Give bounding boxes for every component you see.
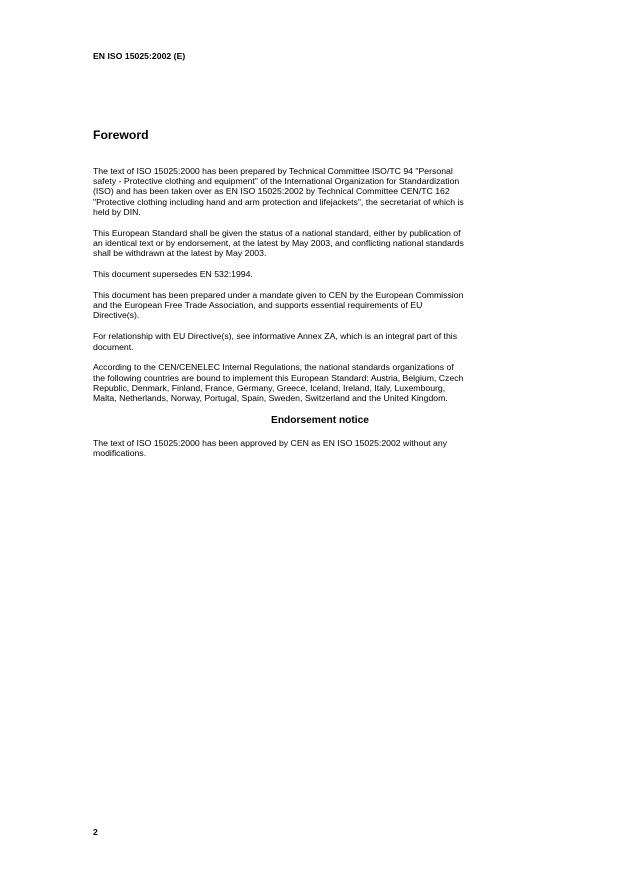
page-number: 2 — [93, 827, 98, 837]
foreword-paragraph-3: This document supersedes EN 532:1994. — [93, 269, 253, 280]
foreword-body — [93, 166, 541, 469]
foreword-paragraph-6: According to the CEN/CENELEC Internal Regulations, the national standards organizations of the following countries are bound to implement this European Standard: Austria, Belgium, Czech Republic, Denmark, Finland, France, Germany, Greece, Iceland, Ireland, Italy, Luxembourg, Malta, Netherlands, Norway, Portugal, Spain, Sweden, Switzerland and the United Kingdom. — [93, 362, 464, 404]
foreword-paragraph-5: For relationship with EU Directive(s), see informative Annex ZA, which is an integral part of this document. — [93, 331, 458, 352]
endorsement-heading: Endorsement notice — [271, 414, 369, 426]
document-header: EN ISO 15025:2002 (E) — [93, 51, 186, 61]
foreword-heading: Foreword — [93, 128, 149, 142]
endorsement-paragraph: The text of ISO 15025:2000 has been approved by CEN as EN ISO 15025:2002 without any modifications. — [93, 437, 448, 458]
foreword-paragraph-2: This European Standard shall be given the status of a national standard, either by publication of an identical text or by endorsement, at the latest by May 2003, and conflicting national standards shall be withdrawn at the latest by May 2003. — [93, 227, 464, 259]
foreword-paragraph-1: The text of ISO 15025:2000 has been prepared by Technical Committee ISO/TC 94 "Personal safety - Protective clothing and equipment" of the International Organization for Standardization (ISO) and has been taken over as EN ISO 15025:2002 by Technical Committee CEN/TC 162 "Protective clothing including hand and arm protection and lifejackets", the secretariat of which is held by DIN. — [93, 165, 464, 217]
foreword-paragraph-4: This document has been prepared under a mandate given to CEN by the European Commission and the European Free Trade Association, and supports essential requirements of EU Directive(s). — [93, 289, 464, 321]
